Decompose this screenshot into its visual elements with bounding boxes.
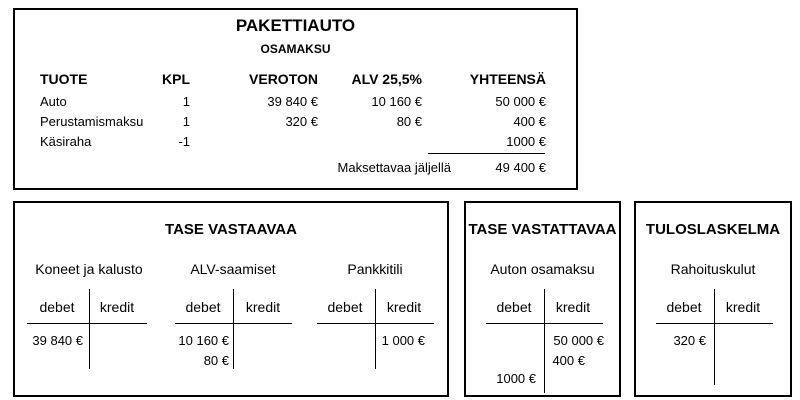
- header-total: YHTEENSÄ: [469, 71, 546, 87]
- debet-entry: 80 €: [203, 353, 229, 368]
- t-account-vline: [233, 289, 234, 369]
- account-name: Rahoituskulut: [670, 261, 756, 277]
- total-divider: [428, 153, 545, 154]
- header-qty: KPL: [162, 71, 190, 87]
- debet-entry: 320 €: [673, 333, 706, 348]
- row-net: 39 840 €: [267, 94, 318, 109]
- assets-title: TASE VASTAAVAA: [165, 221, 297, 238]
- kredit-label: kredit: [555, 299, 591, 315]
- header-vat: ALV 25,5%: [351, 71, 422, 87]
- kredit-label: kredit: [99, 299, 135, 315]
- t-account-vline: [375, 289, 376, 369]
- t-account-hline: [27, 323, 147, 324]
- debet-entry: 10 160 €: [178, 333, 229, 348]
- debet-entry: 39 840 €: [32, 333, 83, 348]
- row-vat: 80 €: [396, 114, 422, 129]
- row-qty: -1: [178, 134, 190, 149]
- row-vat: 10 160 €: [371, 94, 422, 109]
- income-box: [634, 201, 792, 397]
- row-total: 400 €: [513, 114, 546, 129]
- kredit-entry: 1 000 €: [381, 333, 425, 348]
- t-account-vline: [714, 289, 715, 385]
- kredit-entry: 50 000 €: [553, 333, 604, 348]
- invoice-title: PAKETTIAUTO: [235, 16, 356, 35]
- remaining-value: 49 400 €: [495, 160, 546, 175]
- row-product: Perustamismaksu: [40, 114, 144, 129]
- account-name: ALV-saamiset: [190, 261, 276, 277]
- kredit-label: kredit: [725, 299, 761, 315]
- header-product: TUOTE: [40, 71, 88, 87]
- debet-label: debet: [666, 299, 702, 315]
- debet-label: debet: [185, 299, 221, 315]
- row-total: 1000 €: [506, 134, 546, 149]
- header-net: VEROTON: [249, 71, 318, 87]
- row-product: Käsiraha: [40, 134, 92, 149]
- debet-label: debet: [496, 299, 532, 315]
- kredit-label: kredit: [386, 299, 422, 315]
- income-title: TULOSLASKELMA: [645, 221, 781, 238]
- invoice-box: [13, 8, 578, 190]
- account-name: Auton osamaksu: [490, 261, 595, 277]
- debet-label: debet: [327, 299, 363, 315]
- liabilities-title: TASE VASTATTAVAA: [468, 221, 617, 238]
- account-name: Pankkitili: [347, 261, 403, 277]
- row-qty: 1: [182, 114, 190, 129]
- row-total: 50 000 €: [495, 94, 546, 109]
- debet-entry: 1000 €: [496, 371, 536, 386]
- row-product: Auto: [40, 94, 67, 109]
- debet-label: debet: [39, 299, 75, 315]
- liabilities-box: [464, 201, 621, 397]
- kredit-entry: 400 €: [552, 353, 585, 368]
- assets-box: [13, 201, 449, 397]
- t-account-vline: [89, 289, 90, 369]
- row-qty: 1: [182, 94, 190, 109]
- row-net: 320 €: [285, 114, 318, 129]
- invoice-subtitle: OSAMAKSU: [260, 42, 331, 56]
- remaining-label: Maksettavaa jäljellä: [337, 160, 451, 175]
- kredit-label: kredit: [245, 299, 281, 315]
- account-name: Koneet ja kalusto: [35, 261, 143, 277]
